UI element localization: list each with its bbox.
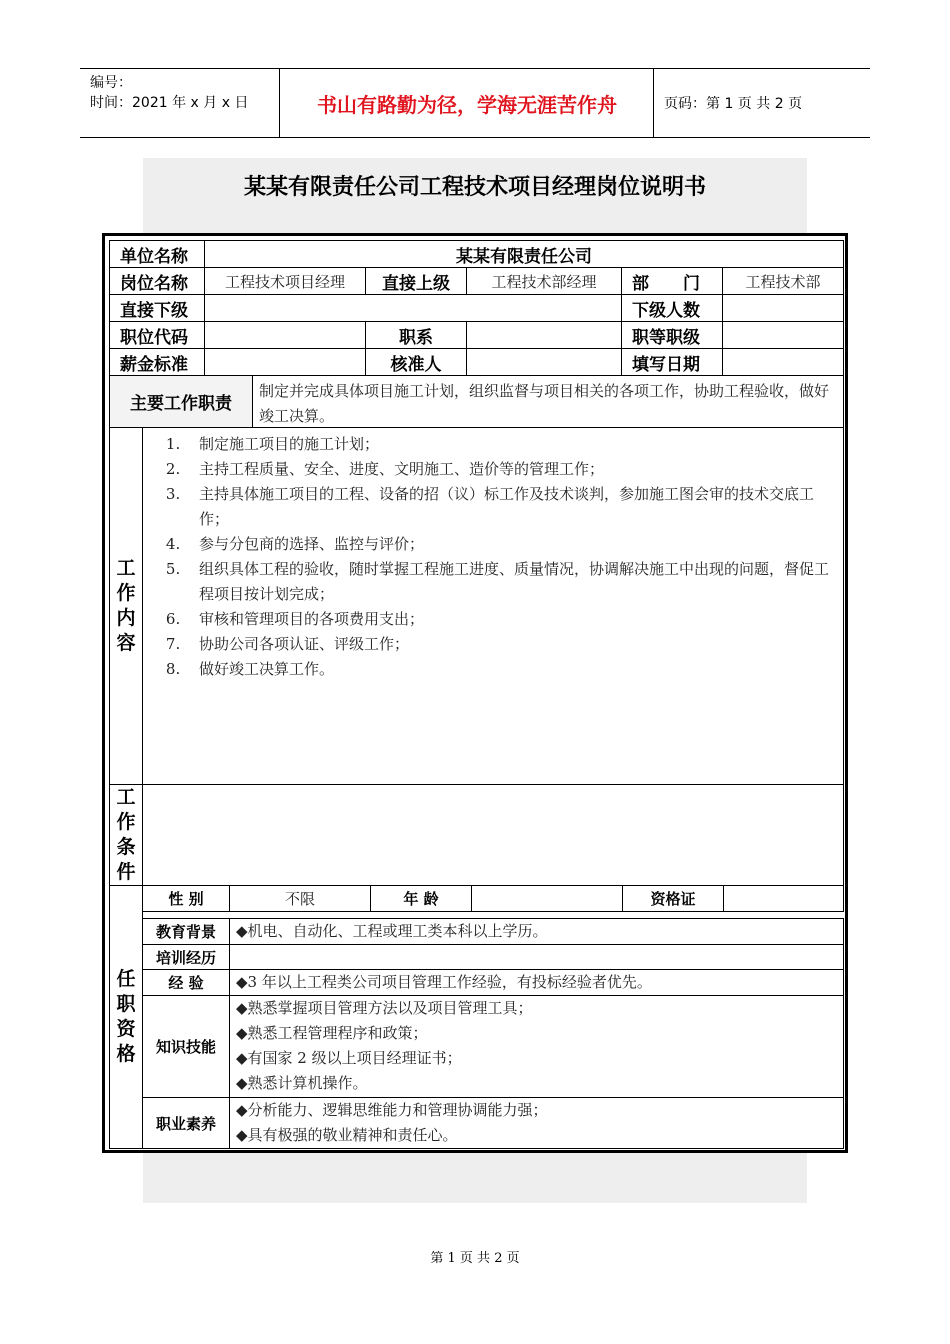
quality-label: 职业素养 [142,1097,230,1149]
header-meta [80,69,280,137]
work-content-char: 工 [116,557,136,579]
qualification-label [109,885,143,1149]
main-duty-label: 主要工作职责 [109,375,253,428]
work-condition-char: 条 [116,836,136,858]
document-time-label: 时间：2021 年 x 月 x 日 [90,95,249,111]
grade-label: 职等职级 [621,321,723,349]
gender-label: 性 别 [142,885,230,912]
post-code-label: 职位代码 [109,321,205,349]
job-description-form [102,233,848,1153]
salary-label: 薪金标准 [109,348,205,376]
education-value: ◆机电、自动化、工程或理工类本科以上学历。 [229,918,844,945]
document-number-label: 编号： [90,75,132,91]
department-label: 部 门 [621,267,723,295]
direct-superior-label: 直接上级 [365,267,467,295]
grade-value [722,321,844,349]
work-condition-char: 件 [116,861,136,883]
document-title: 某某有限责任公司工程技术项目经理岗位说明书 [243,175,706,200]
list-item: 4. 参与分包商的选择、监控与评价； [185,532,833,557]
list-item: 7. 协助公司各项认证、评级工作； [185,632,833,657]
fill-date-label: 填写日期 [621,348,723,376]
department-value: 工程技术部 [722,267,844,295]
list-item: ◆有国家 2 级以上项目经理证书； [236,1049,462,1067]
direct-subordinate-value [204,294,622,322]
qualification-char: 资 [116,1018,136,1040]
certificate-value [723,885,844,912]
age-label: 年 龄 [370,885,472,912]
unit-name-label: 单位名称 [109,240,205,268]
list-item: ◆熟悉工程管理程序和政策； [236,1024,428,1042]
header-motto: 书山有路勤为径，学海无涯苦作舟 [281,69,654,137]
experience-label: 经 验 [142,969,230,996]
job-series-value [466,321,622,349]
list-item: 1. 制定施工项目的施工计划； [185,432,833,457]
quality-list [229,1097,844,1149]
post-code-value [204,321,366,349]
post-name-value: 工程技术项目经理 [204,267,366,295]
qualification-char: 任 [116,968,136,990]
subordinate-count-value [722,294,844,322]
subordinate-count-label: 下级人数 [621,294,723,322]
list-item: 5. 组织具体工程的验收，随时掌握工程施工进度、质量情况，协调解决施工中出现的问题，督促工程项目按计划完成； [185,557,833,607]
fill-date-value [722,348,844,376]
work-condition-body [142,784,844,886]
work-content-char: 内 [116,607,136,629]
qualification-char: 格 [116,1043,136,1065]
post-name-label: 岗位名称 [109,267,205,295]
list-item: 6. 审核和管理项目的各项费用支出； [185,607,833,632]
direct-subordinate-label: 直接下级 [109,294,205,322]
list-item: 2. 主持工程质量、安全、进度、文明施工、造价等的管理工作； [185,457,833,482]
work-condition-char: 作 [116,811,136,833]
job-series-label: 职系 [365,321,467,349]
age-value [471,885,623,912]
approver-value [466,348,622,376]
education-label: 教育背景 [142,918,230,945]
list-item: 8. 做好竣工决算工作。 [185,657,833,682]
work-content-char: 容 [116,632,136,654]
skills-list [229,995,844,1098]
list-item: ◆分析能力、逻辑思维能力和管理协调能力强； [236,1101,548,1119]
experience-value: ◆3 年以上工程类公司项目管理工作经验，有投标经验者优先。 [229,969,844,996]
work-content-char: 作 [116,582,136,604]
work-content-label [109,427,143,785]
qualification-char: 职 [116,993,136,1015]
work-content-body [142,427,844,785]
main-duty-text: 制定并完成具体项目施工计划，组织监督与项目相关的各项工作，协助工程验收，做好竣工决算。 [252,375,844,428]
skills-label: 知识技能 [142,995,230,1098]
list-item: ◆熟悉计算机操作。 [236,1074,368,1092]
certificate-label: 资格证 [622,885,724,912]
training-label: 培训经历 [142,944,230,970]
list-item: ◆熟悉掌握项目管理方法以及项目管理工具； [236,999,533,1017]
direct-superior-value: 工程技术部经理 [466,267,622,295]
page-footer: 第 1 页 共 2 页 [430,1251,520,1266]
list-item: ◆具有极强的敬业精神和责任心。 [236,1126,458,1144]
salary-value [204,348,366,376]
header-page-info: 页码：第 1 页 共 2 页 [664,96,803,112]
training-value [229,944,844,970]
page-header [80,68,870,138]
work-condition-label [109,784,143,886]
work-content-list [143,428,843,682]
list-item: 3. 主持具体施工项目的工程、设备的招（议）标工作及技术谈判，参加施工图会审的技术交底工作； [185,482,833,532]
approver-label: 核准人 [365,348,467,376]
unit-name-value: 某某有限责任公司 [204,240,844,268]
gender-value: 不限 [229,885,371,912]
work-condition-char: 工 [116,786,136,808]
